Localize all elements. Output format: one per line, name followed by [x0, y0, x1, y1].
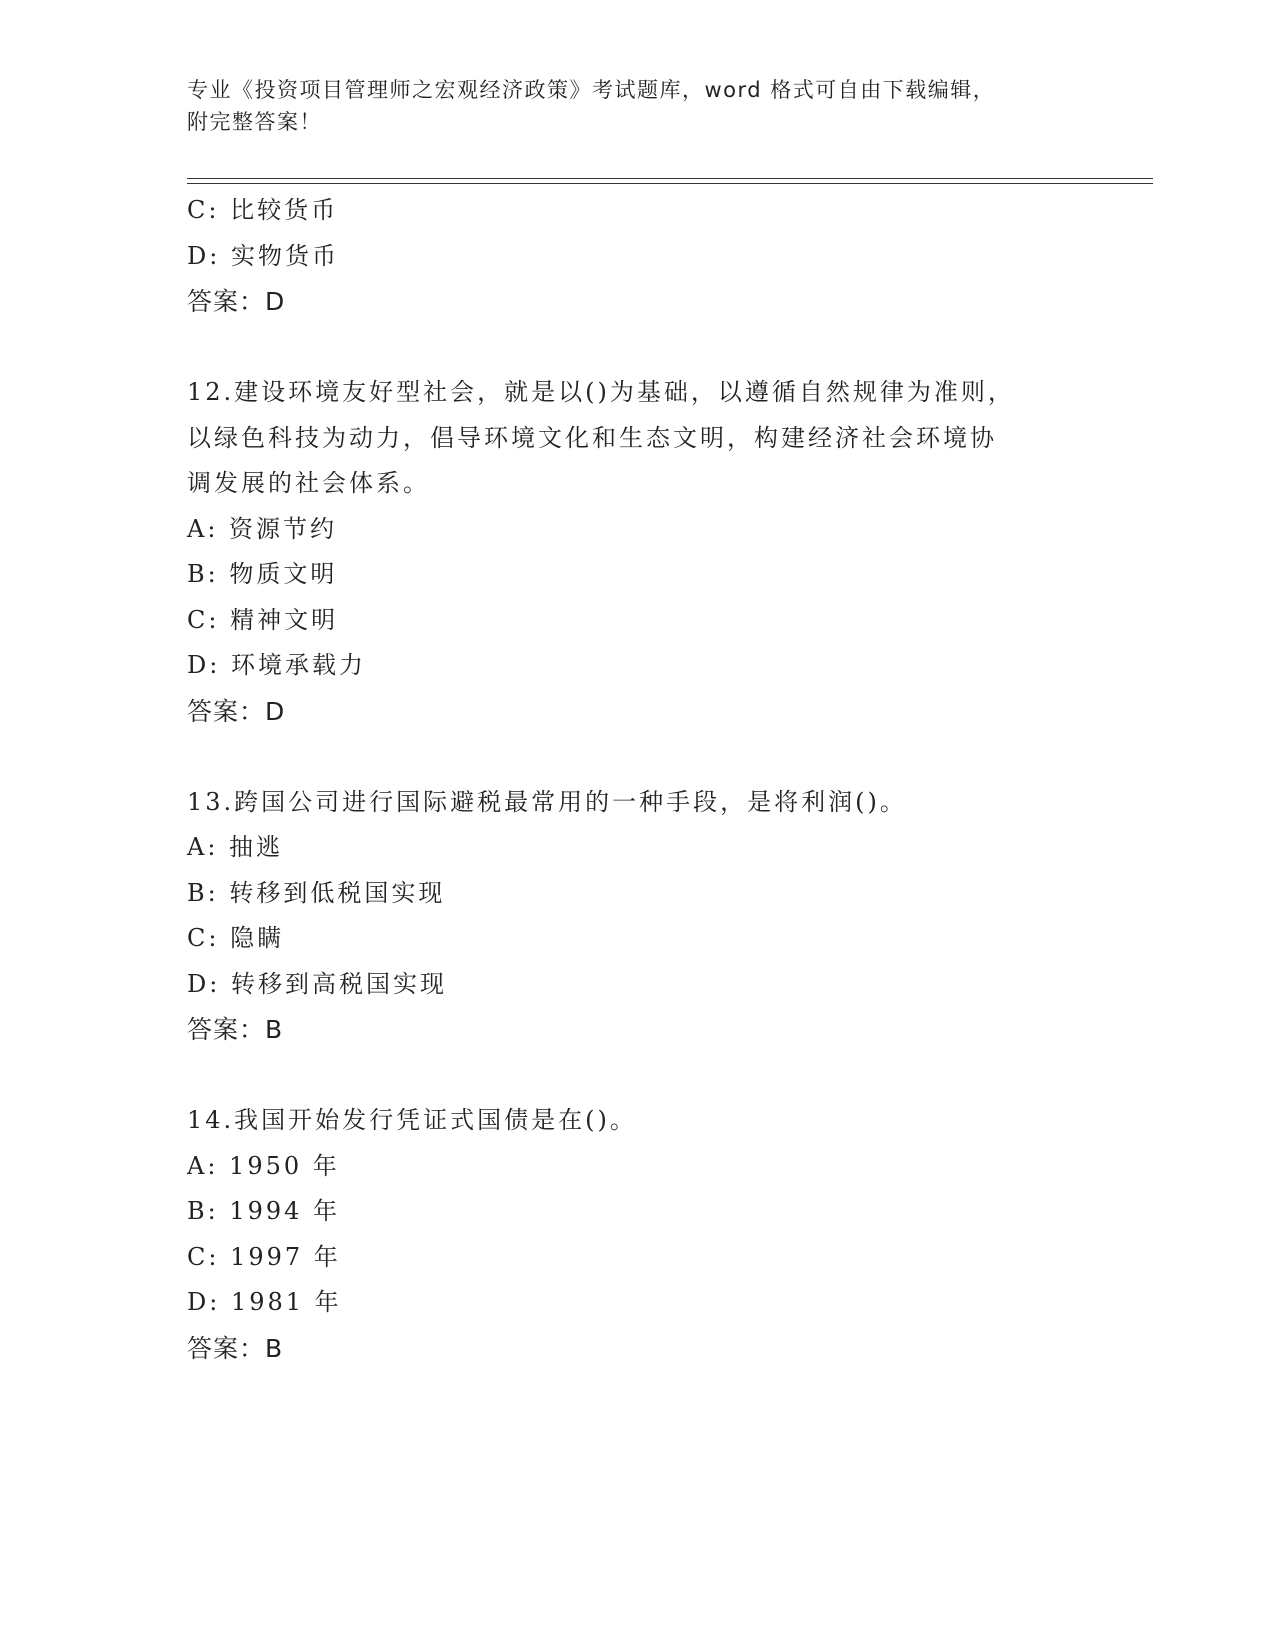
answer-line: 答案：D	[187, 287, 286, 316]
question-stem-line-1: 13.跨国公司进行国际避税最常用的一种手段，是将利润()。	[187, 787, 907, 816]
question-stem-line-3: 调发展的社会体系。	[187, 469, 430, 497]
option-a: A: 抽逃	[187, 833, 284, 861]
option-a: A: 资源节约	[187, 514, 338, 543]
option-d: D: 实物货币	[187, 241, 339, 270]
header-divider-bottom	[187, 183, 1153, 184]
header-line-2: 附完整答案！	[187, 110, 322, 134]
option-b: B: 1994 年	[187, 1197, 341, 1225]
question-stem-line-1: 12.建设环境友好型社会，就是以()为基础，以遵循自然规律为准则，	[187, 378, 1015, 406]
option-b: B: 物质文明	[187, 560, 338, 588]
question-spacer	[187, 1053, 1087, 1099]
question-list	[187, 188, 1087, 1371]
question-block-14	[187, 1098, 1087, 1371]
option-d: D: 转移到高税国实现	[187, 969, 447, 998]
option-c: C: 隐瞒	[187, 924, 285, 952]
header-line-1: 专业《投资项目管理师之宏观经济政策》考试题库，word 格式可自由下载编辑，	[187, 78, 996, 102]
option-c: C: 1997 年	[187, 1242, 341, 1271]
answer-line: 答案：B	[187, 1333, 284, 1363]
question-spacer	[187, 734, 1087, 780]
question-stem-line-1: 14.我国开始发行凭证式国债是在()。	[187, 1106, 637, 1134]
question-block-13	[187, 780, 1087, 1053]
option-d: D: 环境承载力	[187, 651, 366, 679]
option-b: B: 转移到低税国实现	[187, 878, 446, 907]
header-divider-top	[187, 178, 1153, 179]
answer-line: 答案：B	[187, 1015, 284, 1044]
document-header	[187, 74, 1077, 138]
question-spacer	[187, 325, 1087, 371]
option-d: D: 1981 年	[187, 1288, 342, 1316]
option-c: C: 精神文明	[187, 605, 339, 634]
question-block-12	[187, 370, 1087, 734]
option-a: A: 1950 年	[187, 1151, 340, 1180]
option-c: C: 比较货币	[187, 196, 339, 224]
answer-line: 答案：D	[187, 696, 286, 726]
question-block-previous	[187, 188, 1087, 325]
question-stem-line-2: 以绿色科技为动力，倡导环境文化和生态文明，构建经济社会环境协	[187, 423, 997, 452]
